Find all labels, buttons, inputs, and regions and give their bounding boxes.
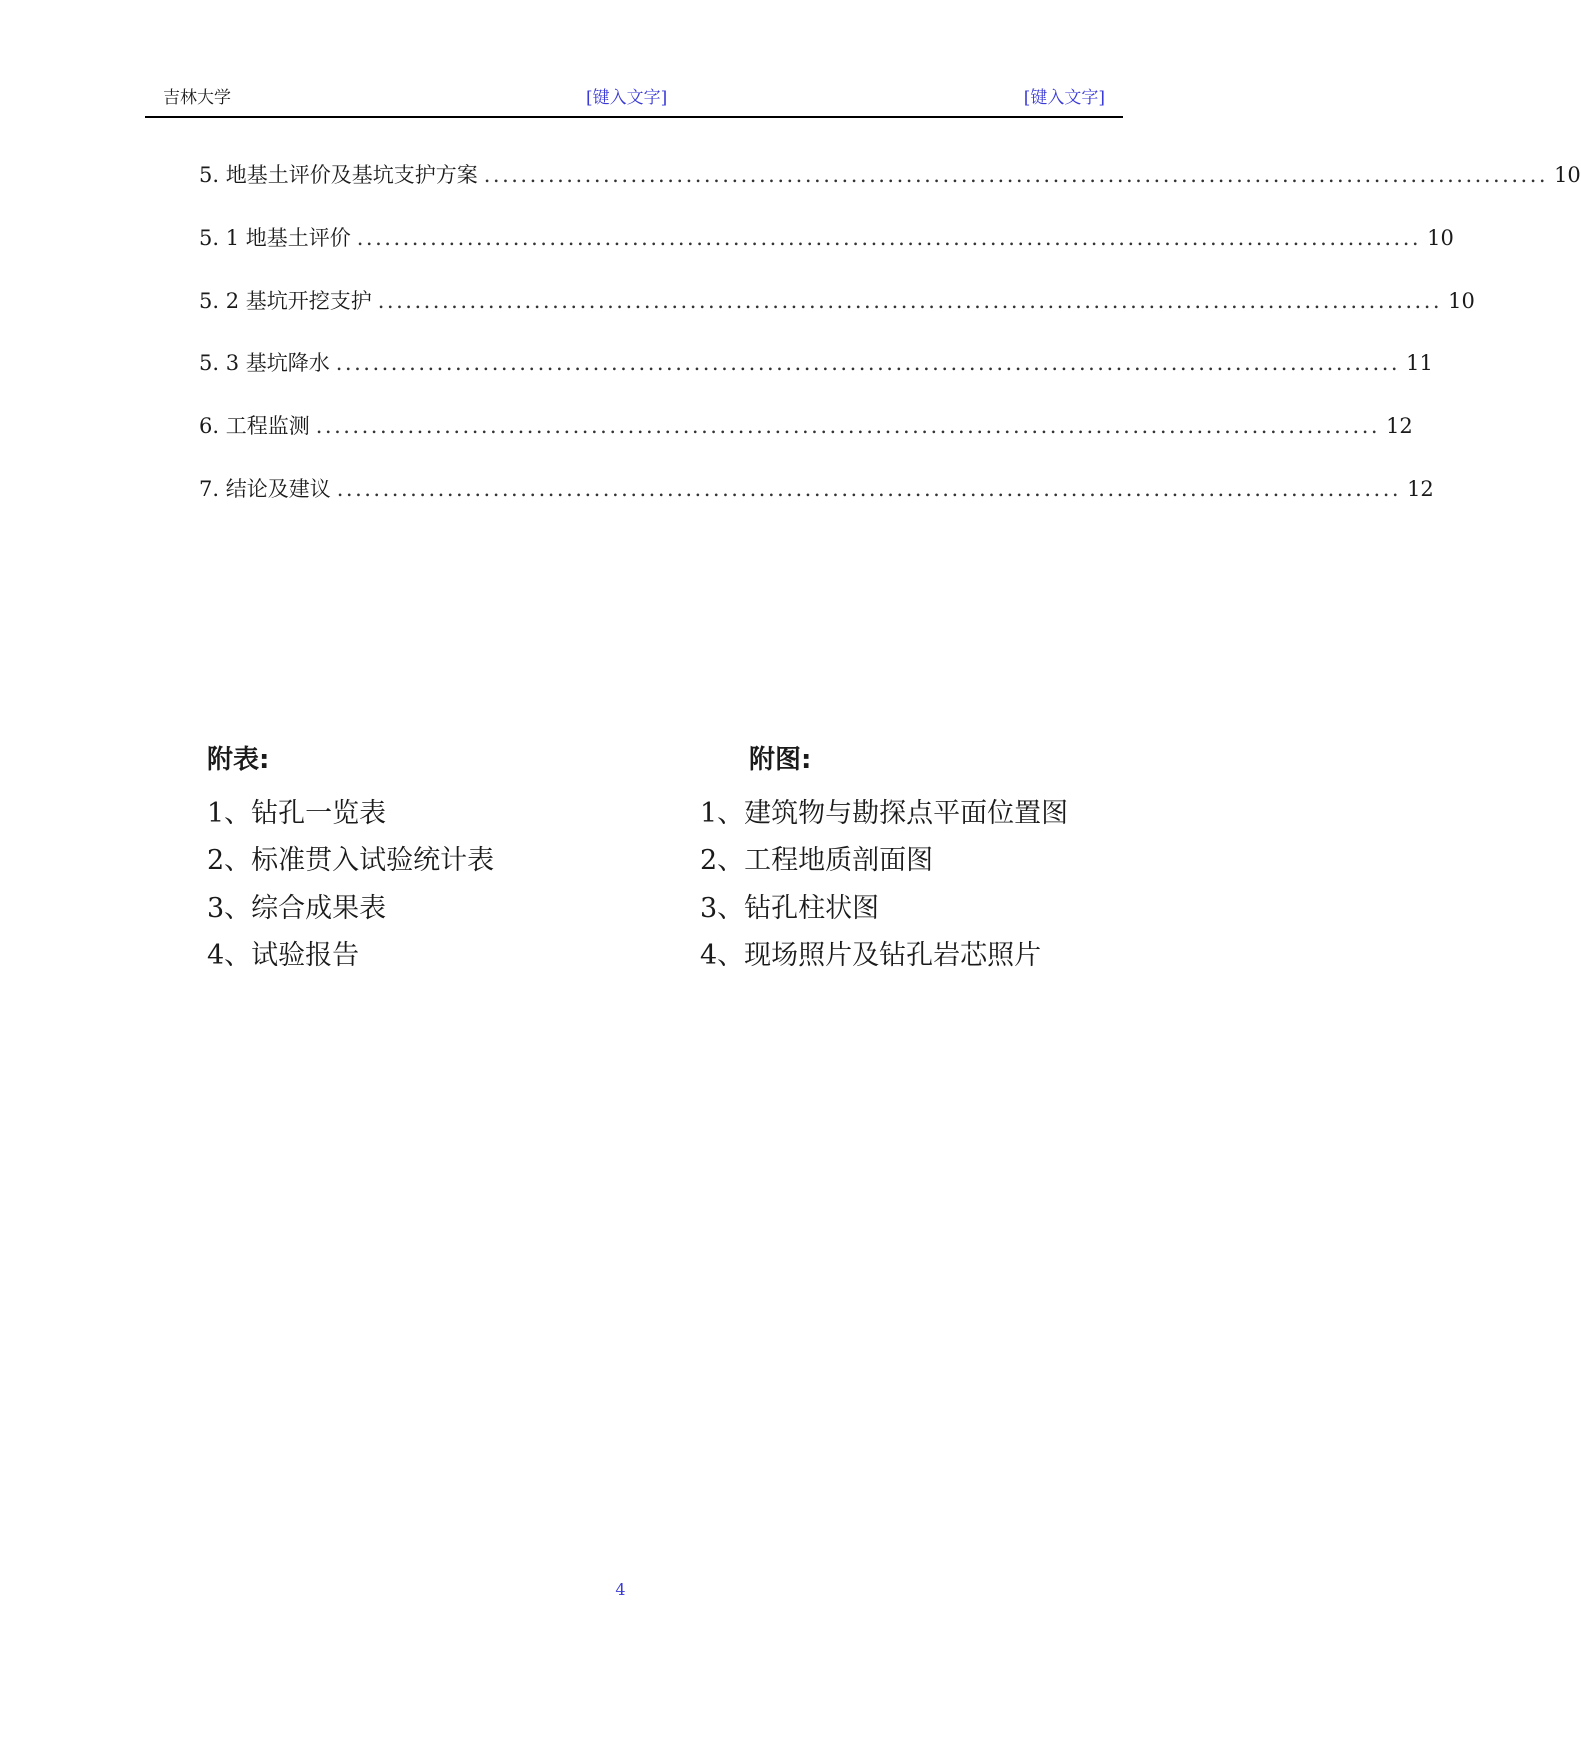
appendix-table-item: 1、钻孔一览表 xyxy=(207,798,387,829)
appendix-tables-heading: 附表: xyxy=(207,745,270,775)
toc-entry-title: 7. 结论及建议 xyxy=(199,476,331,501)
toc-entry[interactable] xyxy=(199,160,1581,223)
toc-entry-page: 10 xyxy=(1554,163,1581,187)
toc-dot-leader: .................................................................................................................... xyxy=(377,288,1443,313)
toc-dot-leader: .................................................................................................................... xyxy=(483,163,1549,187)
toc-entry-title: 5. 1 地基土评价 xyxy=(199,225,351,250)
header-left-text: 吉林大学 xyxy=(163,88,231,108)
toc-dot-leader: .................................................................................................................... xyxy=(315,414,1381,439)
toc-dot-leader: .................................................................................................................... xyxy=(336,476,1402,501)
appendix-figures-list xyxy=(700,742,1068,979)
page-number: 4 xyxy=(615,1580,626,1599)
appendix-figure-item: 1、建筑物与勘探点平面位置图 xyxy=(700,798,1069,829)
toc-entry[interactable] xyxy=(199,474,1434,537)
toc-entry-page: 12 xyxy=(1386,414,1413,439)
toc-entry-title: 6. 工程监测 xyxy=(199,414,310,439)
appendix-table-item: 4、试验报告 xyxy=(207,939,360,971)
header-right-placeholder[interactable]: [键入文字] xyxy=(1023,88,1105,108)
header-center-placeholder[interactable]: [键入文字] xyxy=(586,88,668,108)
appendix-figure-item: 4、现场照片及钻孔岩芯照片 xyxy=(700,939,1042,971)
toc-entry[interactable] xyxy=(199,286,1475,349)
toc-entry-title: 5. 3 基坑降水 xyxy=(199,351,330,376)
toc-entry-page: 10 xyxy=(1427,225,1454,250)
appendix-figures-heading: 附图: xyxy=(749,745,812,775)
toc-entry-page: 12 xyxy=(1407,476,1434,501)
toc-entry-page: 10 xyxy=(1448,288,1475,313)
toc-entry[interactable] xyxy=(199,411,1413,474)
toc-entry[interactable] xyxy=(199,223,1454,286)
appendix-figure-item: 2、工程地质剖面图 xyxy=(700,845,934,877)
toc-entry-page: 11 xyxy=(1406,351,1433,376)
appendix-figure-item: 3、钻孔柱状图 xyxy=(700,892,880,924)
page-header xyxy=(145,86,1123,118)
toc-dot-leader: .................................................................................................................... xyxy=(335,351,1401,376)
appendix-table-item: 2、标准贯入试验统计表 xyxy=(207,845,495,877)
toc-entry-title: 5. 2 基坑开挖支护 xyxy=(199,288,372,313)
toc-dot-leader: .................................................................................................................... xyxy=(356,225,1422,250)
appendix-table-item: 3、综合成果表 xyxy=(207,892,387,924)
appendix-tables-list xyxy=(207,742,494,979)
table-of-contents xyxy=(199,160,1581,537)
toc-entry[interactable] xyxy=(199,348,1433,411)
toc-entry-title: 5. 地基土评价及基坑支护方案 xyxy=(199,163,478,187)
